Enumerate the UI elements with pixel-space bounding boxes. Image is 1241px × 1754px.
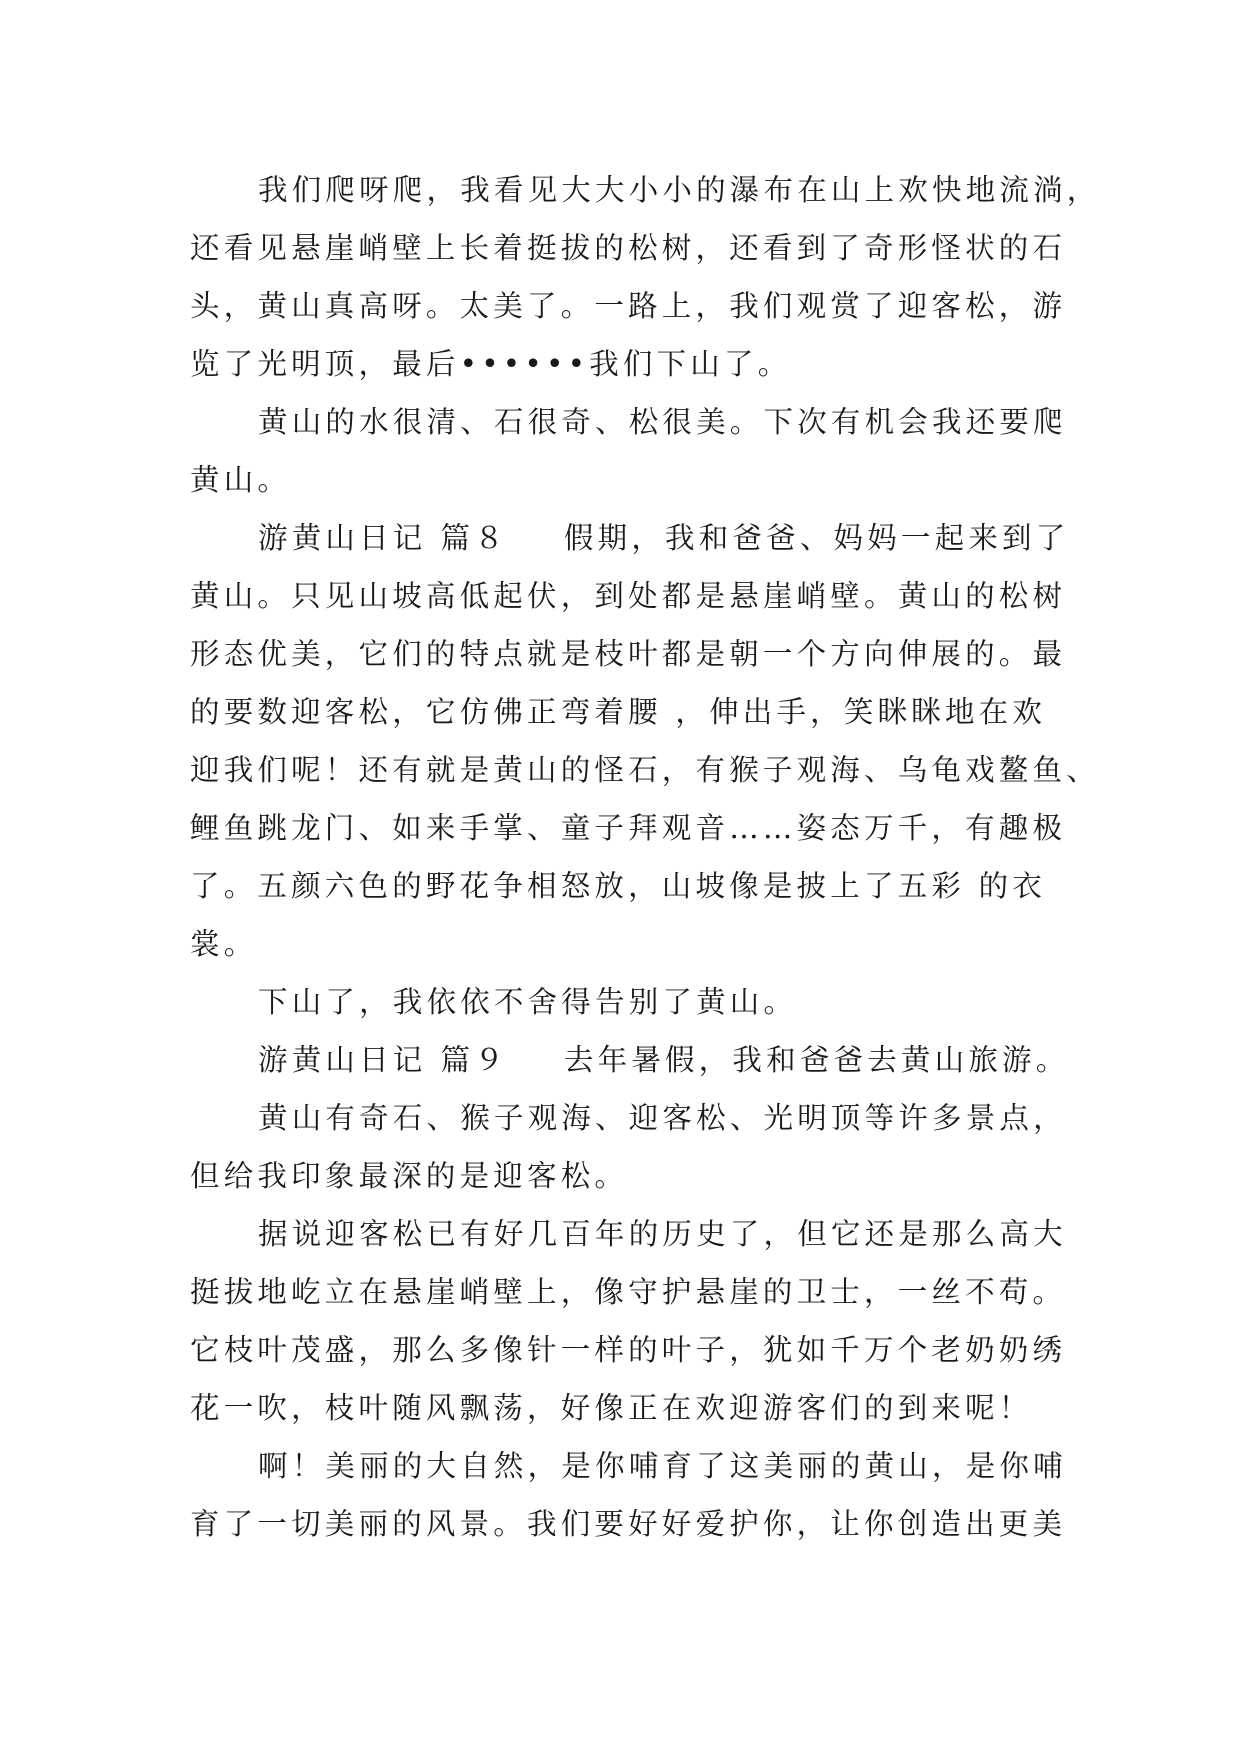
text-line: 览了光明顶，最后••••••我们下山了。	[190, 347, 792, 381]
entry-opening-text: 去年暑假，我和爸爸去黄山旅游。	[563, 1043, 1070, 1077]
entry-number: 篇８	[440, 521, 508, 555]
entry-title: 游黄山日记	[258, 521, 427, 555]
text-line: 头，黄山真高呀。太美了。一路上，我们观赏了迎客松，游	[190, 289, 1067, 323]
text-line: 黄山。	[190, 463, 292, 497]
entry-heading-line	[258, 1040, 1069, 1080]
text-line: 它枝叶茂盛，那么多像针一样的叶子，犹如千万个老奶奶绣	[190, 1333, 1067, 1367]
text-line: 黄山的水很清、石很奇、松很美。下次有机会我还要爬	[258, 405, 1067, 439]
text-line: 裳。	[190, 927, 258, 961]
entry-heading-line	[258, 518, 1069, 558]
text-line: 挺拔地屹立在悬崖峭壁上，像守护悬崖的卫士，一丝不苟。	[190, 1275, 1067, 1309]
text-line: 花一吹，枝叶随风飘荡，好像正在欢迎游客们的到来呢！	[190, 1391, 1033, 1425]
text-line: 我们爬呀爬，我看见大大小小的瀑布在山上欢快地流淌，	[258, 173, 1101, 207]
entry-title: 游黄山日记	[258, 1043, 427, 1077]
text-line: 了。五颜六色的野花争相怒放，山坡像是披上了五彩 的衣	[190, 869, 1047, 903]
text-line: 但给我印象最深的是迎客松。	[190, 1159, 629, 1193]
text-line: 鲤鱼跳龙门、如来手掌、童子拜观音……姿态万千，有趣极	[190, 811, 1067, 845]
text-line: 下山了，我依依不舍得告别了黄山。	[258, 985, 798, 1019]
text-line: 还看见悬崖峭壁上长着挺拔的松树，还看到了奇形怪状的石	[190, 231, 1067, 265]
text-line: 形态优美，它们的特点就是枝叶都是朝一个方向伸展的。最	[190, 637, 1067, 671]
entry-number: 篇９	[440, 1043, 508, 1077]
text-line: 啊！美丽的大自然，是你哺育了这美丽的黄山，是你哺	[258, 1449, 1067, 1483]
text-line: 黄山。只见山坡高低起伏，到处都是悬崖峭壁。黄山的松树	[190, 579, 1067, 613]
text-line: 迎我们呢！还有就是黄山的怪石，有猴子观海、乌龟戏鳌鱼、	[190, 753, 1100, 787]
text-line: 黄山有奇石、猴子观海、迎客松、光明顶等许多景点，	[258, 1101, 1067, 1135]
entry-opening-text: 假期，我和爸爸、妈妈一起来到了	[563, 521, 1070, 555]
text-line: 育了一切美丽的风景。我们要好好爱护你，让你创造出更美	[190, 1507, 1067, 1541]
text-line: 据说迎客松已有好几百年的历史了，但它还是那么高大	[258, 1217, 1067, 1251]
text-line: 的要数迎客松，它仿佛正弯着腰 ，伸出手，笑眯眯地在欢	[190, 695, 1047, 729]
